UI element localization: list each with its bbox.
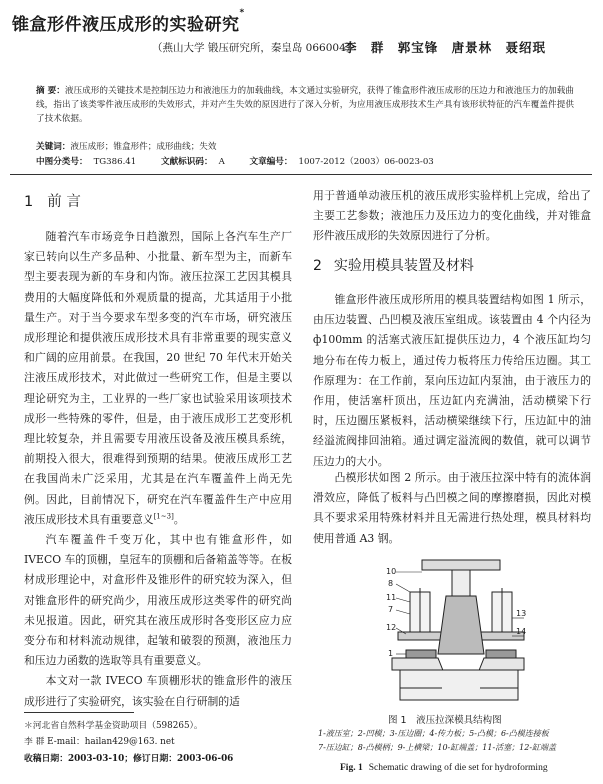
callout-13: 13	[516, 609, 527, 618]
section-1-heading: 1 前 言	[24, 194, 81, 210]
callout-10: 10	[386, 567, 397, 576]
callout-8: 8	[388, 579, 394, 588]
callout-1: 1	[388, 649, 394, 658]
author-list	[344, 38, 546, 56]
title-footnote-mark: *	[239, 8, 245, 18]
doc-value: A	[218, 157, 225, 167]
callout-14: 14	[516, 627, 527, 636]
author-4: 聂绍珉	[505, 40, 546, 55]
footnote-fund: ＊河北省自然科学基金资助项目（598265）。	[24, 721, 203, 731]
paper-title: 锥盒形件液压成形的实验研究*	[12, 8, 245, 35]
keywords-label: 关键词：	[36, 142, 71, 152]
citation-mark: [1~3]	[153, 512, 174, 521]
abstract-label: 摘 要：	[36, 86, 65, 96]
keywords-text: 液压成形；锥盒形件；成形曲线；失效	[70, 142, 217, 152]
abstract	[36, 84, 574, 126]
callout-11: 11	[386, 593, 397, 602]
footnote-divider	[24, 712, 134, 713]
footnote-dates: 收稿日期：2003-03-10；修订日期：2003-06-06	[24, 754, 234, 764]
right-column-continuation: 用于普通单动液压机的液压成形实验样机上完成，给出了主要工艺参数；液池压力及压边力的变化曲线，并对锥盒形件液压成形的失效原因进行了分析。	[313, 189, 591, 243]
footnote-author: 李 群 E-mail：hailan429@163. net	[24, 737, 175, 747]
section-2-paragraph-2: 凸模形状如图 2 所示。由于液压拉深中特有的流体润滑效应，降低了板料与凸凹模之间的摩擦磨损，因此对模具不要求采用特殊材料并且无需进行热处理，模具材料均使用普通 A3 钢。	[313, 471, 591, 545]
class-value: TG386.41	[93, 157, 137, 167]
figure-caption-en: Fig. 1 Schematic drawing of die set for hydroforming	[340, 763, 548, 773]
article-label: 文章编号：	[249, 157, 293, 167]
author-2: 郭宝锋	[397, 40, 439, 55]
intro-paragraph-2: 汽车覆盖件千变万化，其中也有锥盒形件，如 IVECO 车的顶棚，皇冠车的顶棚和后备箱盖等等。在板材成形理论中，对盒形件及锥形件的研究较为深入，但对锥盒形件的研究尚少，用液压成形这类零件的研究尚未见报道。因此，研究其在液压成形时各变形区应力应变分布和材料流动规律，起皱和破裂的预测，液池压力和压边力函数的选取等具有重要意义。	[24, 533, 292, 668]
article-value: 1007-2012（2003）06-0023-03	[298, 157, 434, 167]
section-2-heading: 2 实验用模具装置及材料	[313, 258, 474, 274]
doc-label: 文献标识码：	[160, 157, 213, 167]
intro-paragraph-3: 本文对一款 IVECO 车顶棚形状的锥盒形件的液压成形进行了实验研究，该实验在自行研制的适	[24, 674, 292, 708]
left-column	[24, 227, 292, 712]
intro-paragraph-1: 随着汽车市场竞争日趋激烈，国际上各汽车生产厂家已转向以生产多品种、小批量、新车型为主，而新车型主要表现为新的车身和内饰。液压拉深工艺因其模具费用的大幅度降低和外观质量的提高，尤其适用于小批量生产。对于当今要求车型多变的汽车市场，研究液压成形理论和提供液压成形技术具有非常重要的现实意义和广阔的应用前景。在我国，20 世纪 70 年代末开始关注液压成形技术，对此做过一些研究工作，但是主要以理论研究为主，工业界的一些厂家也试验采用该项技术成形一些特殊的零件，但是，由于液压成形工艺变形机理比较复杂，并且需要专用液压设备及液压模具系统，前期投入很大，很难得到预期的结果。使液压成形工艺在我国尚未广泛采用，尤其是在汽车覆盖件上尚无先例。因此，目前情况下，研究在汽车覆盖件生产中应用液压成形技术具有重要意义[1~3]。	[24, 230, 292, 526]
figure-legend-line-1: 1-液压室；2-凹模；3-压边圈；4-传力板；5-凸模；6-凸模连接板	[318, 729, 549, 738]
die-set-figure	[388, 558, 528, 708]
affiliation: （燕山大学 锻压研究所，秦皇岛 066004）	[152, 42, 357, 54]
figure-caption-cn: 图 1 液压拉深模具结构图	[388, 715, 502, 726]
abstract-text: 液压成形的关键技术是控制压边力和液池压力的加载曲线，本文通过实验研究，获得了锥盒形件液压成形的压边力和液池压力的加载曲线，指出了该类零件液压成形的失效形式，并对产生失效的原因进行了深入分析，为应用液压成形技术生产具有该形状特征的汽车覆盖件提供了技术依据。	[36, 86, 574, 124]
section-2-paragraph-1: 锥盒形件液压成形所用的模具装置结构如图 1 所示，由压边装置、凸凹模及液压室组成。该装置由 4 个内径为 ф100mm 的活塞式液压缸提供压边力，4 个液压缸均匀地分布在传力板上，通过传力板将压力传给压边圈。其工作原理为：在工作前，泵向压边缸内泵油，由于液压力的作用，使活塞杆顶出，压边缸内充满油，活动横梁下行时，压边圈压紧板料，活动横梁继续下行，压边缸中的油经溢流阀排回油箱。通过调定溢流阀的数值，就可以调节压边力的大小。	[313, 293, 591, 468]
callout-12: 12	[386, 623, 397, 632]
header-divider	[10, 174, 592, 175]
author-3: 唐景林	[451, 40, 493, 55]
class-label: 中图分类号：	[36, 157, 88, 167]
figure-legend-line-2: 7-压边缸；8-凸模柄；9-上横梁；10-缸端盖；11-活塞；12-缸端盖	[318, 743, 557, 752]
author-1: 李 群	[344, 40, 385, 55]
keywords	[36, 140, 217, 152]
classification-line	[36, 155, 440, 167]
callout-7: 7	[388, 605, 394, 614]
